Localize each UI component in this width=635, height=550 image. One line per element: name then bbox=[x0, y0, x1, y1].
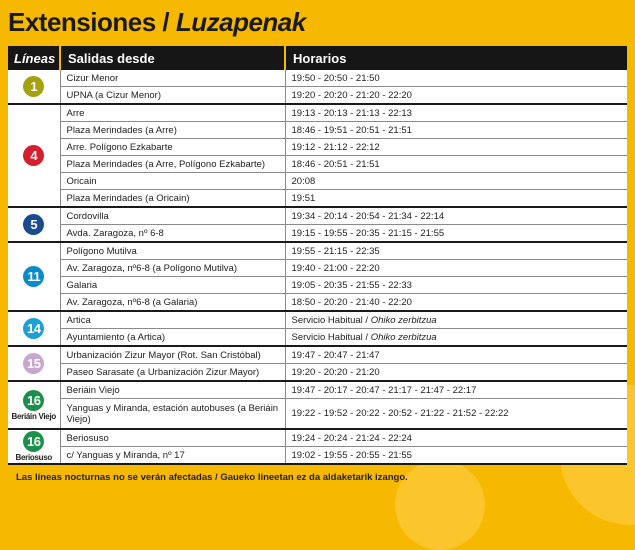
origin-cell: Cordovilla bbox=[60, 207, 285, 225]
table-row bbox=[8, 104, 627, 122]
origin-cell: Artica bbox=[60, 311, 285, 329]
table-row bbox=[8, 399, 627, 430]
table-row bbox=[8, 173, 627, 190]
table-row bbox=[8, 260, 627, 277]
times-italic: Ohiko zerbitzua bbox=[370, 331, 437, 343]
line-badge-14: 14 bbox=[23, 318, 44, 339]
times-cell: 19:20 - 20:20 - 21:20 bbox=[285, 364, 627, 382]
origin-cell: c/ Yanguas y Miranda, nº 17 bbox=[60, 447, 285, 465]
table-row bbox=[8, 139, 627, 156]
line-badge-1: 1 bbox=[23, 76, 44, 97]
column-header-origin: Salidas desde bbox=[60, 46, 285, 70]
origin-cell: Plaza Merindades (a Oricain) bbox=[60, 190, 285, 208]
origin-cell: Polígono Mutilva bbox=[60, 242, 285, 260]
line-sub-label: Beriáin Viejo bbox=[11, 411, 56, 421]
line-cell bbox=[8, 207, 60, 242]
times-cell: 18:46 - 20:51 - 21:51 bbox=[285, 156, 627, 173]
table-row bbox=[8, 364, 627, 382]
line-cell bbox=[8, 429, 60, 464]
table-row bbox=[8, 329, 627, 347]
table-row bbox=[8, 156, 627, 173]
table-row bbox=[8, 87, 627, 105]
line-badge-16: 16 bbox=[23, 431, 44, 452]
origin-cell: Ayuntamiento (a Artica) bbox=[60, 329, 285, 347]
table-row bbox=[8, 429, 627, 447]
origin-cell: Arre. Polígono Ezkabarte bbox=[60, 139, 285, 156]
times-cell: 19:47 - 20:47 - 21:47 bbox=[285, 346, 627, 364]
line-cell bbox=[8, 104, 60, 207]
table-row bbox=[8, 447, 627, 465]
table-header bbox=[8, 46, 627, 70]
origin-cell: Av. Zaragoza, nº6-8 (a Polígono Mutilva) bbox=[60, 260, 285, 277]
times-cell: 19:02 - 19:55 - 20:55 - 21:55 bbox=[285, 447, 627, 465]
table-row bbox=[8, 294, 627, 312]
times-cell bbox=[285, 329, 627, 347]
table-row bbox=[8, 225, 627, 243]
times-cell: 19:05 - 20:35 - 21:55 - 22:33 bbox=[285, 277, 627, 294]
times-main: Servicio Habitual / bbox=[291, 314, 369, 326]
times-cell: 19:40 - 21:00 - 22:20 bbox=[285, 260, 627, 277]
origin-cell: Plaza Merindades (a Arre) bbox=[60, 122, 285, 139]
line-badge-11: 11 bbox=[23, 266, 44, 287]
origin-cell: Av. Zaragoza, nº6-8 (a Galaria) bbox=[60, 294, 285, 312]
line-cell bbox=[8, 311, 60, 346]
times-cell: 19:20 - 20:20 - 21:20 - 22:20 bbox=[285, 87, 627, 105]
schedule-table bbox=[8, 46, 627, 465]
times-cell: 18:50 - 20:20 - 21:40 - 22:20 bbox=[285, 294, 627, 312]
table-row bbox=[8, 190, 627, 208]
line-sub-label: Beriosuso bbox=[15, 453, 52, 462]
times-cell: 19:50 - 20:50 - 21:50 bbox=[285, 70, 627, 87]
times-cell: 19:22 - 19:52 - 20:22 - 20:52 - 21:22 - 21:52 - 22:22 bbox=[285, 399, 627, 430]
table-row bbox=[8, 277, 627, 294]
line-cell bbox=[8, 346, 60, 381]
table-row bbox=[8, 311, 627, 329]
line-cell bbox=[8, 381, 60, 429]
line-cell bbox=[8, 242, 60, 311]
decor-circle bbox=[395, 460, 485, 550]
line-badge-15: 15 bbox=[23, 353, 44, 374]
table-row bbox=[8, 381, 627, 399]
origin-cell: Beriosuso bbox=[60, 429, 285, 447]
table-row bbox=[8, 70, 627, 87]
line-badge-4: 4 bbox=[23, 145, 44, 166]
times-cell: 19:51 bbox=[285, 190, 627, 208]
times-cell: 19:12 - 21:12 - 22:12 bbox=[285, 139, 627, 156]
times-cell: 19:34 - 20:14 - 20:54 - 21:34 - 22:14 bbox=[285, 207, 627, 225]
table-row bbox=[8, 122, 627, 139]
page-title bbox=[8, 6, 306, 38]
title-main: Extensiones / bbox=[8, 7, 170, 37]
origin-cell: Oricain bbox=[60, 173, 285, 190]
origin-cell: Yanguas y Miranda, estación autobuses (a Beriáin Viejo) bbox=[60, 399, 285, 430]
times-cell: 20:08 bbox=[285, 173, 627, 190]
footer-note: Las líneas nocturnas no se verán afectadas / Gaueko lineetan ez da aldaketarik izango. bbox=[16, 472, 408, 483]
origin-cell: Cizur Menor bbox=[60, 70, 285, 87]
line-cell bbox=[8, 70, 60, 104]
origin-cell: Beriáin Viejo bbox=[60, 381, 285, 399]
origin-cell: Paseo Sarasate (a Urbanización Zizur Mayor) bbox=[60, 364, 285, 382]
origin-cell: Plaza Merindades (a Arre, Polígono Ezkabarte) bbox=[60, 156, 285, 173]
times-cell: 19:13 - 20:13 - 21:13 - 22:13 bbox=[285, 104, 627, 122]
line-badge-5: 5 bbox=[23, 214, 44, 235]
times-italic: Ohiko zerbitzua bbox=[370, 314, 437, 326]
origin-cell: Galaria bbox=[60, 277, 285, 294]
times-cell: 19:15 - 19:55 - 20:35 - 21:15 - 21:55 bbox=[285, 225, 627, 243]
times-cell: 18:46 - 19:51 - 20:51 - 21:51 bbox=[285, 122, 627, 139]
times-cell: 19:47 - 20:17 - 20:47 - 21:17 - 21:47 - 22:17 bbox=[285, 381, 627, 399]
origin-cell: UPNA (a Cizur Menor) bbox=[60, 87, 285, 105]
table-row bbox=[8, 207, 627, 225]
origin-cell: Arre bbox=[60, 104, 285, 122]
origin-cell: Urbanización Zizur Mayor (Rot. San Cristóbal) bbox=[60, 346, 285, 364]
times-main: Servicio Habitual / bbox=[291, 331, 369, 343]
times-cell: 19:55 - 21:15 - 22:35 bbox=[285, 242, 627, 260]
times-cell: 19:24 - 20:24 - 21:24 - 22:24 bbox=[285, 429, 627, 447]
title-italic: Luzapenak bbox=[175, 7, 306, 37]
column-header-times: Horarios bbox=[285, 46, 627, 70]
table-row bbox=[8, 346, 627, 364]
line-badge-16: 16 bbox=[23, 390, 44, 411]
times-cell bbox=[285, 311, 627, 329]
table-row bbox=[8, 242, 627, 260]
column-header-line: Líneas bbox=[8, 46, 60, 70]
origin-cell: Avda. Zaragoza, nº 6-8 bbox=[60, 225, 285, 243]
